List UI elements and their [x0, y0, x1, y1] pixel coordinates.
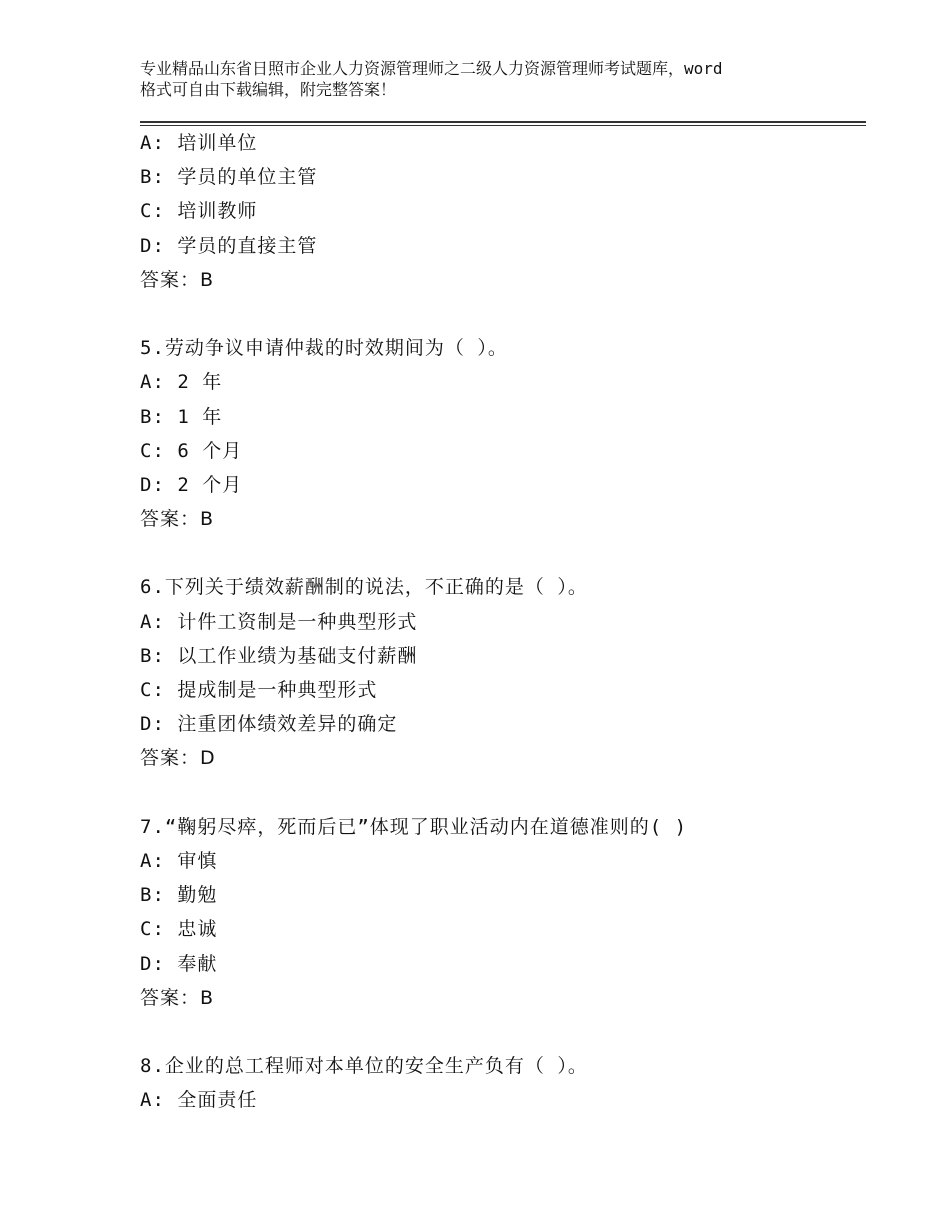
option-a: A: 全面责任: [140, 1089, 258, 1112]
question-6: [140, 570, 866, 775]
question-5: [140, 331, 866, 536]
option-a: A: 2 年: [140, 371, 223, 394]
option-c: C: 6 个月: [140, 439, 243, 462]
spacer: [140, 536, 866, 570]
option-b: B: 1 年: [140, 405, 223, 428]
option-c: C: 提成制是一种典型形式: [140, 679, 378, 701]
spacer: [140, 297, 866, 331]
option-d: D: 2 个月: [140, 473, 243, 496]
option-d: D: 奉献: [140, 952, 218, 975]
option-a: A: 计件工资制是一种典型形式: [140, 610, 418, 633]
option-b: B: 学员的单位主管: [140, 166, 318, 189]
option-d: D: 学员的直接主管: [140, 234, 318, 257]
spacer: [140, 776, 866, 810]
option-a: A: 培训单位: [140, 132, 258, 154]
header-line-2: 格式可自由下载编辑，附完整答案！: [140, 80, 397, 99]
question-stem: 5.劳动争议申请仲裁的时效期间为（ ）。: [140, 337, 508, 360]
header-line-1: 专业精品山东省日照市企业人力资源管理师之二级人力资源管理师考试题库，word: [140, 59, 723, 78]
question-8: [140, 1049, 866, 1117]
document-header: [140, 58, 830, 100]
header-rule-thick: [140, 121, 866, 123]
option-d: D: 注重团体绩效差异的确定: [140, 713, 398, 736]
answer: 答案：B: [140, 986, 215, 1009]
question-stem: 7.“鞠躬尽瘁，死而后已”体现了职业活动内在道德准则的( ): [140, 815, 688, 838]
question-stem: 6.下列关于绩效薪酬制的说法，不正确的是（ ）。: [140, 576, 588, 599]
answer: 答案：D: [140, 747, 216, 770]
question-7: [140, 810, 866, 1015]
option-b: B: 勤勉: [140, 884, 218, 907]
option-c: C: 培训教师: [140, 200, 258, 223]
answer: 答案：B: [140, 268, 215, 291]
option-a: A: 审慎: [140, 849, 218, 872]
question-stem: 8.企业的总工程师对本单位的安全生产负有（ ）。: [140, 1055, 588, 1078]
spacer: [140, 1015, 866, 1049]
question-4-tail: [140, 126, 866, 297]
option-b: B: 以工作业绩为基础支付薪酬: [140, 644, 418, 667]
question-list: [140, 126, 866, 1117]
answer: 答案：B: [140, 508, 215, 531]
option-c: C: 忠诚: [140, 918, 218, 941]
